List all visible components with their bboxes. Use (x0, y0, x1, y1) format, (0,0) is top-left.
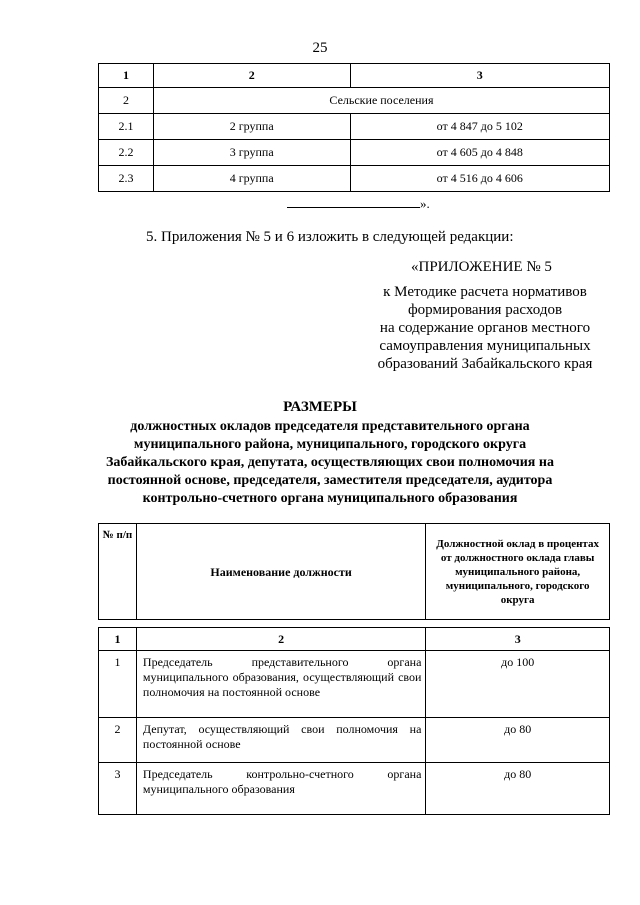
table-row (99, 140, 610, 166)
range-cell: от 4 847 до 5 102 (350, 114, 609, 140)
appendix-subtitle-line: самоуправления муниципальных (379, 338, 591, 354)
table-row (99, 166, 610, 192)
column-number: 1 (99, 64, 154, 88)
paragraph-5: 5. Приложения № 5 и 6 изложить в следующей редакции: (146, 229, 514, 245)
closing-quote: ». (287, 196, 430, 212)
table-row (99, 763, 610, 815)
row-number: 2 (99, 718, 137, 763)
appendix-subtitle-line: образований Забайкальского края (377, 356, 593, 372)
group-ranges-table (98, 63, 610, 192)
position-cell: Председатель представительного органа муниципального образования, осуществляющий свои полномочия на постоянной основе (136, 651, 426, 718)
table-header-row (99, 524, 610, 620)
header-salary-percent: Должностной оклад в процентах от должностного оклада главы муниципального района, муниципального, городского округа (426, 524, 610, 620)
column-number: 3 (426, 628, 610, 651)
position-cell: Депутат, осуществляющий свои полномочия на постоянной основе (136, 718, 426, 763)
header-position: Наименование должности (136, 524, 425, 620)
table-row (99, 88, 610, 114)
range-cell: от 4 605 до 4 848 (350, 140, 609, 166)
salary-cell: до 80 (426, 763, 610, 815)
row-number: 2.1 (99, 114, 154, 140)
row-number: 2 (99, 88, 154, 114)
column-number: 2 (136, 628, 426, 651)
row-number: 2.3 (99, 166, 154, 192)
section-label: Сельские поселения (153, 88, 609, 114)
salary-table (98, 627, 610, 815)
appendix-subtitle-line: формирования расходов (407, 302, 563, 318)
column-number: 3 (350, 64, 609, 88)
header-number: № п/п (99, 524, 137, 620)
appendix-subtitle (350, 283, 620, 373)
table-row (99, 651, 610, 718)
underline-divider (287, 197, 420, 208)
table-header-row (99, 628, 610, 651)
group-cell: 3 группа (153, 140, 350, 166)
column-number: 1 (99, 628, 137, 651)
group-cell: 2 группа (153, 114, 350, 140)
document-heading: РАЗМЕРЫ (283, 399, 357, 415)
row-number: 2.2 (99, 140, 154, 166)
table-header-row (99, 64, 610, 88)
group-cell: 4 группа (153, 166, 350, 192)
position-cell: Председатель контрольно-счетного органа муниципального образования (136, 763, 426, 815)
appendix-subtitle-line: на содержание органов местного (379, 320, 591, 336)
row-number: 1 (99, 651, 137, 718)
range-cell: от 4 516 до 4 606 (350, 166, 609, 192)
document-subheading: должностных окладов председателя представительного органа муниципального района, муниципального, городского округа Забайкальского края, депутата, осуществляющих свои полномочия на постоянной основе, председателя, заместителя председателя, аудитора контрольно-счетного органа муниципального образования (106, 419, 554, 506)
row-number: 3 (99, 763, 137, 815)
page-number: 25 (312, 40, 328, 56)
salary-cell: до 80 (426, 718, 610, 763)
table-row (99, 718, 610, 763)
salary-cell: до 100 (426, 651, 610, 718)
column-number: 2 (153, 64, 350, 88)
appendix-title: «ПРИЛОЖЕНИЕ № 5 (411, 259, 552, 275)
appendix-subtitle-line: к Методике расчета нормативов (383, 284, 587, 300)
salary-table-header (98, 523, 610, 620)
table-row (99, 114, 610, 140)
